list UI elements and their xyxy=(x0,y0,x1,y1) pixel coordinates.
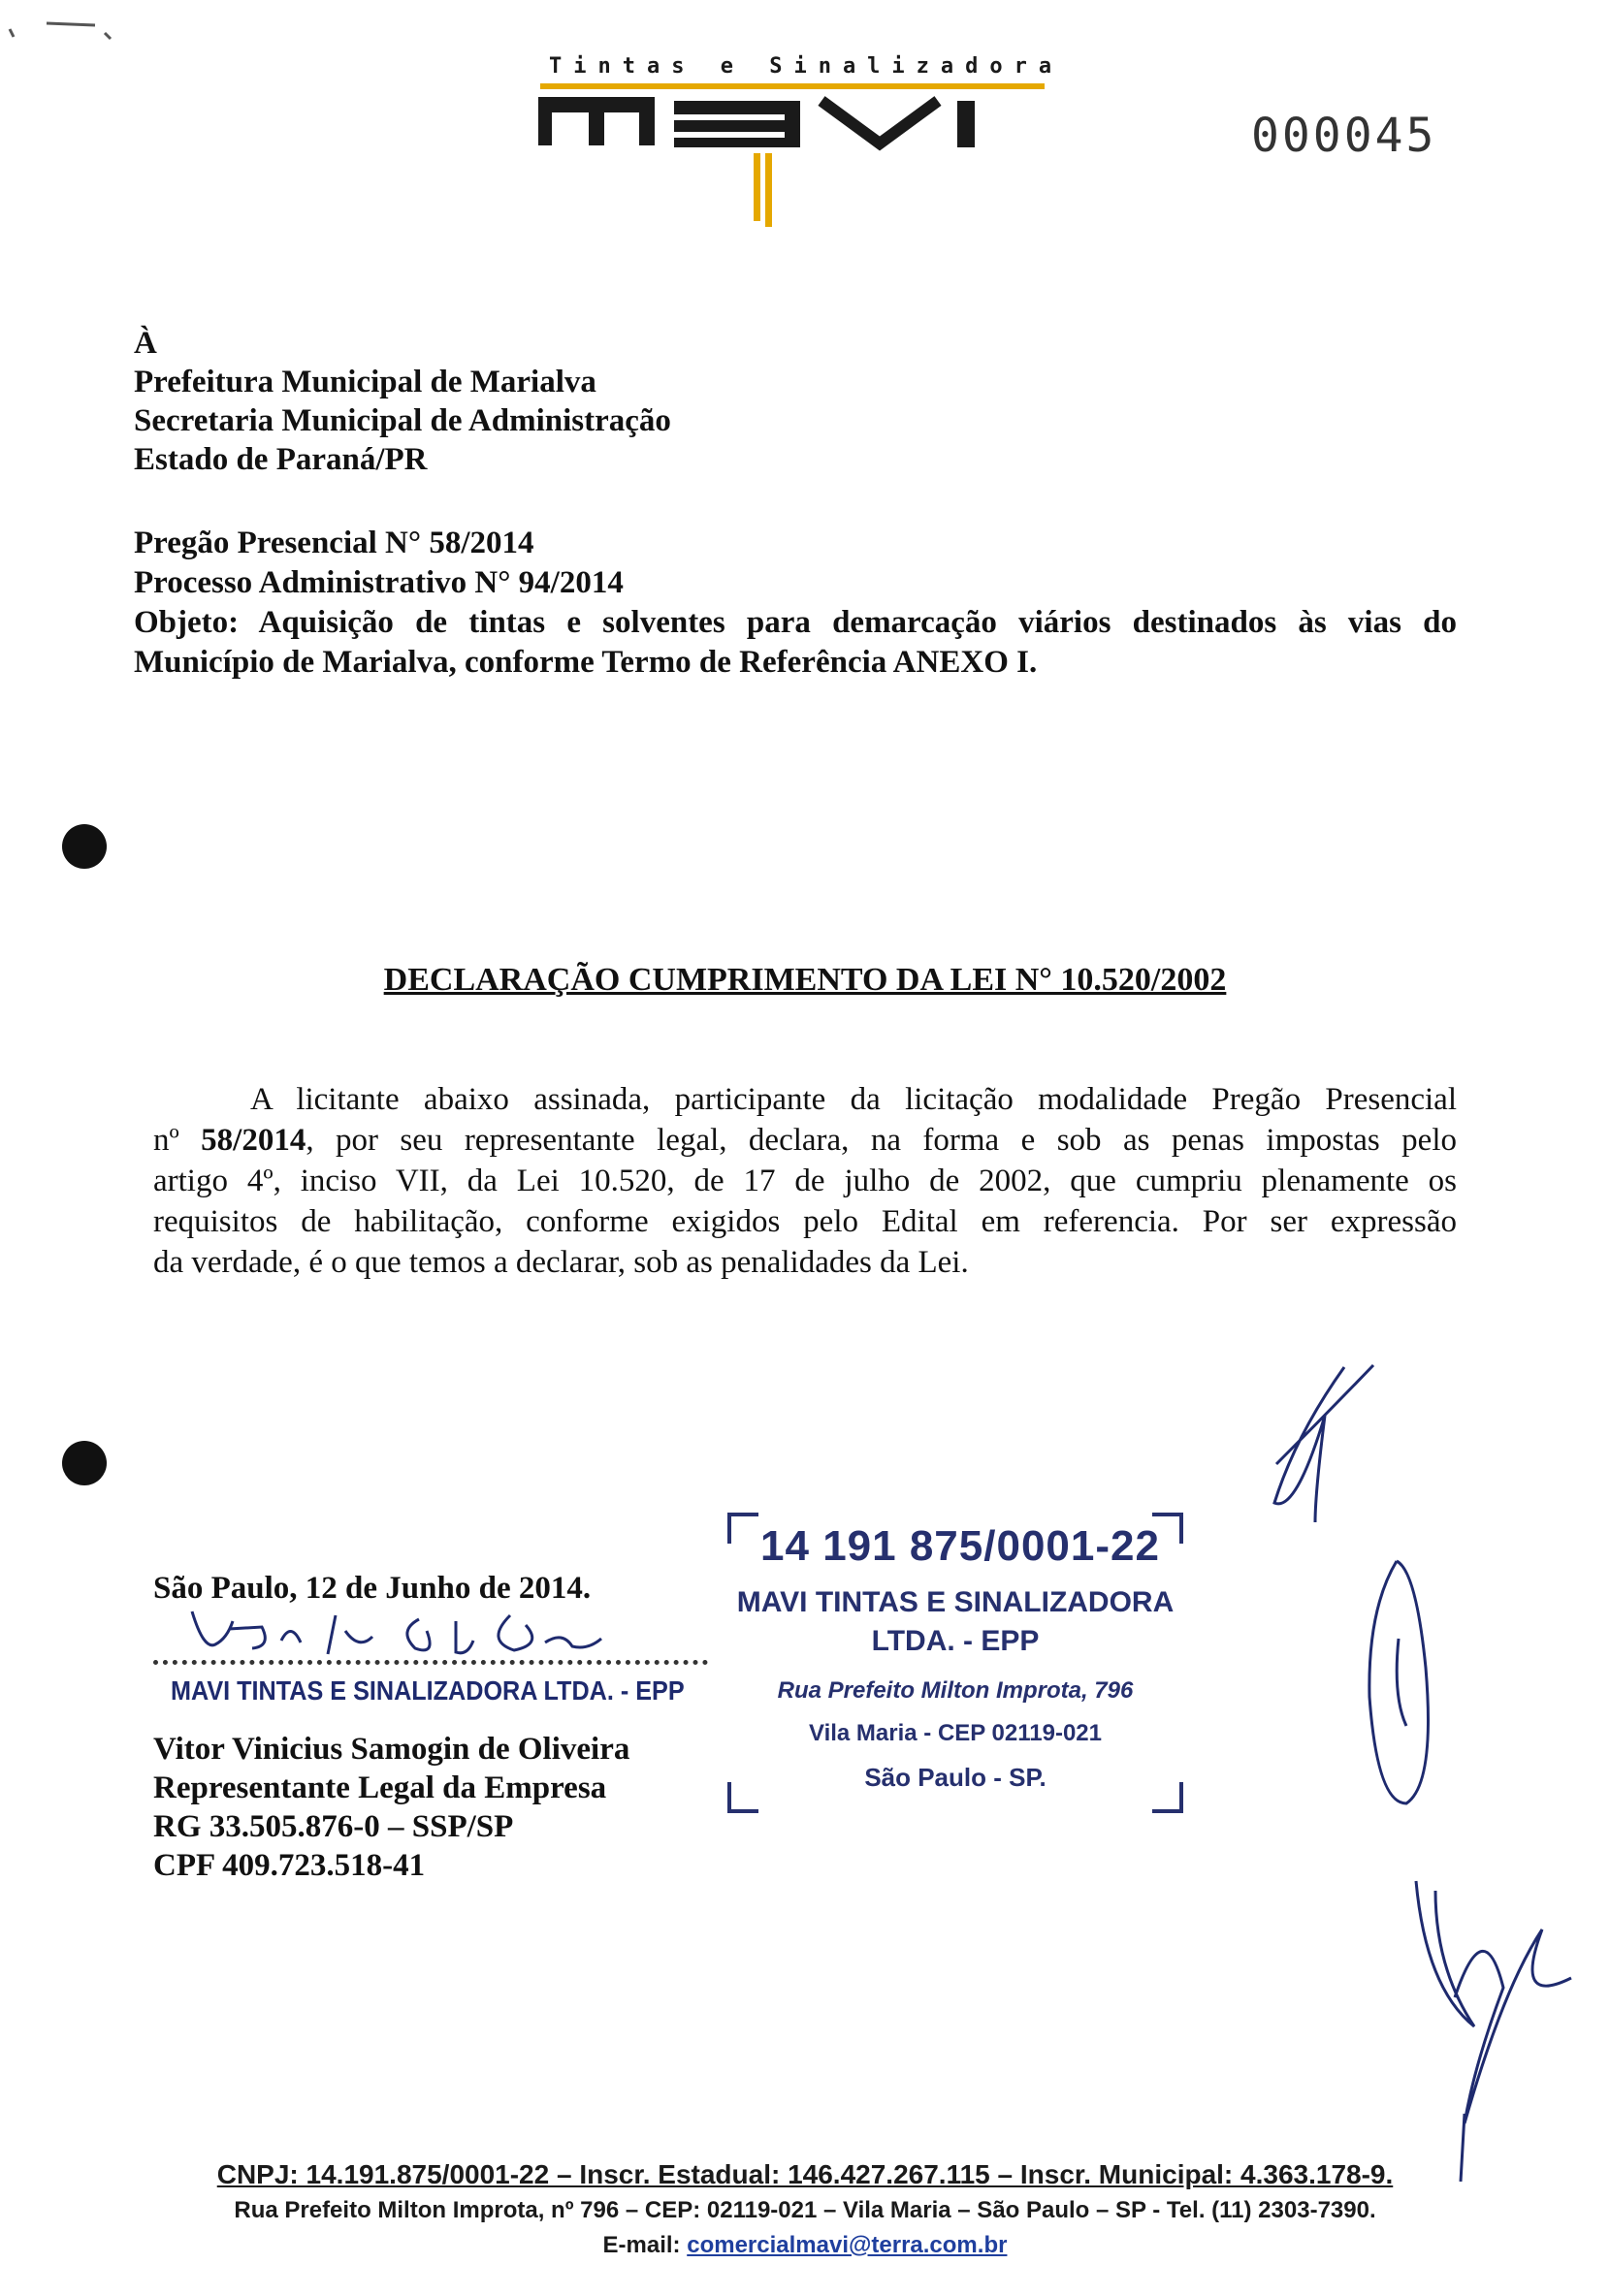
salutation: À xyxy=(134,326,157,361)
signer-rg: RG 33.505.876-0 – SSP/SP xyxy=(153,1809,514,1844)
body-text: nº xyxy=(153,1123,202,1158)
objeto-line: Objeto: Aquisição de tintas e solventes para demarcação viários destinados às vias do xyxy=(134,605,1457,640)
cnpj-stamp xyxy=(727,1513,1183,1813)
objeto-line: Município de Marialva, conforme Termo de Referência ANEXO I. xyxy=(134,645,1038,680)
addressee-block xyxy=(134,324,671,479)
company-tagline: Tintas e Sinalizadora xyxy=(549,54,1064,79)
addressee-line: Secretaria Municipal de Administração xyxy=(134,403,671,438)
page-number: 000045 xyxy=(1251,109,1437,163)
rubric-initial xyxy=(1358,1551,1445,1813)
stamp-cnpj: 14 191 875/0001-22 xyxy=(760,1522,1160,1570)
signer-role: Representante Legal da Empresa xyxy=(153,1770,607,1805)
stamp-company-type: LTDA. - EPP xyxy=(871,1625,1040,1657)
footer-registration: CNPJ: 14.191.875/0001-22 – Inscr. Estadual: 146.427.267.115 – Inscr. Municipal: 4.363.178-9. xyxy=(216,2159,1394,2189)
place-date: São Paulo, 12 de Junho de 2014. xyxy=(153,1571,592,1606)
company-name-stamp: MAVI TINTAS E SINALIZADORA LTDA. - EPP xyxy=(171,1675,685,1706)
addressee-line: Prefeitura Municipal de Marialva xyxy=(134,365,596,399)
body-line: da verdade, é o que temos a declarar, sob as penalidades da Lei. xyxy=(153,1245,969,1280)
stamp-city: São Paulo - SP. xyxy=(864,1763,1046,1792)
mavi-logo xyxy=(538,83,1052,239)
body-line: A licitante abaixo assinada, participante da licitação modalidade Pregão Presencial xyxy=(250,1082,1457,1117)
handwritten-signature xyxy=(165,1602,621,1660)
signer-block xyxy=(153,1730,629,1885)
signer-name: Vitor Vinicius Samogin de Oliveira xyxy=(153,1732,630,1767)
footer-address: Rua Prefeito Milton Improta, nº 796 – CEP: 02119-021 – Vila Maria – São Paulo – SP - Tel. (11) 2303-7390. xyxy=(234,2197,1376,2223)
scan-artifact xyxy=(8,19,114,45)
footer-email-line xyxy=(0,2228,1610,2263)
rubric-initial xyxy=(1397,1871,1591,2182)
declaration-title: DECLARAÇÃO CUMPRIMENTO DA LEI N° 10.520/2002 xyxy=(383,962,1227,998)
pregao-ref: 58/2014 xyxy=(201,1123,306,1158)
body-line: requisitos de habilitação, conforme exigidos pelo Edital em referencia. Por ser expressão xyxy=(153,1204,1457,1239)
email-label: E-mail: xyxy=(602,2232,688,2258)
reference-block xyxy=(134,524,1457,683)
signature-line xyxy=(153,1660,708,1665)
body-text: , por seu representante legal, declara, na forma e sob as penas impostas pelo xyxy=(306,1123,1457,1158)
punch-hole xyxy=(62,824,107,869)
footer xyxy=(0,2156,1610,2263)
declaration-body xyxy=(153,1079,1457,1283)
stamp-district: Vila Maria - CEP 02119-021 xyxy=(809,1720,1102,1746)
email-link[interactable]: comercialmavi@terra.com.br xyxy=(687,2232,1008,2258)
punch-hole xyxy=(62,1441,107,1485)
stamp-street: Rua Prefeito Milton Improta, 796 xyxy=(777,1677,1134,1704)
addressee-line: Estado de Paraná/PR xyxy=(134,442,428,477)
pregao-number: Pregão Presencial N° 58/2014 xyxy=(134,526,534,560)
stamp-company-name: MAVI TINTAS E SINALIZADORA xyxy=(736,1586,1175,1618)
body-line xyxy=(153,1120,1457,1161)
body-line: artigo 4º, inciso VII, da Lei 10.520, de 17 de julho de 2002, que cumpriu plenamente os xyxy=(153,1164,1457,1198)
processo-number: Processo Administrativo N° 94/2014 xyxy=(134,565,624,600)
signer-cpf: CPF 409.723.518-41 xyxy=(153,1848,426,1883)
rubric-initial xyxy=(1257,1357,1383,1542)
